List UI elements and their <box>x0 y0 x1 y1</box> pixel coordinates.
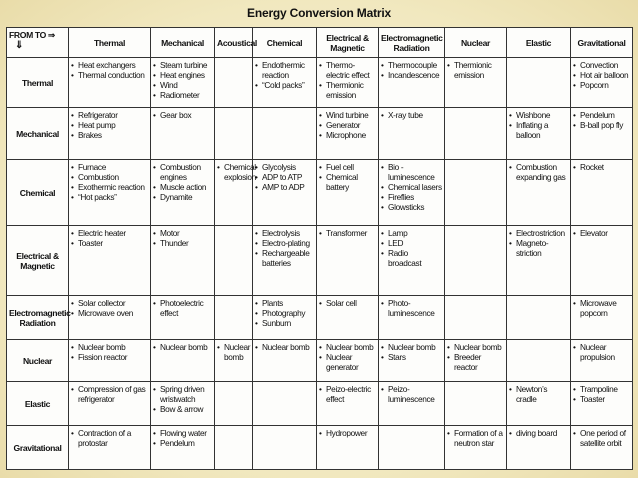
cell-example-list <box>447 428 504 448</box>
matrix-cell <box>571 340 633 382</box>
list-item: • Thermocouple <box>381 60 442 70</box>
row-header: Electromagnetic Radiation <box>7 296 69 340</box>
list-item: • Formation of a neutron star <box>447 428 504 448</box>
matrix-cell <box>253 382 317 426</box>
matrix-cell <box>69 226 151 296</box>
row-header: Gravitational <box>7 426 69 470</box>
cell-example-list <box>255 60 314 90</box>
list-item: • diving board <box>509 428 568 438</box>
matrix-cell <box>151 426 215 470</box>
list-item: • Photoelectric effect <box>153 298 212 318</box>
matrix-cell <box>379 108 445 160</box>
cell-example-list <box>217 162 256 182</box>
list-item: • Thermo-electric effect <box>319 60 376 80</box>
list-item: • Photo-luminescence <box>381 298 442 318</box>
matrix-cell <box>69 382 151 426</box>
column-header-acoustical: Acoustical <box>215 28 253 58</box>
column-header-mechanical: Mechanical <box>151 28 215 58</box>
list-item: • Refrigerator <box>71 110 148 120</box>
column-header-chemical: Chemical <box>253 28 317 58</box>
matrix-cell <box>215 226 253 296</box>
list-item: • Toaster <box>71 238 148 248</box>
list-item: • Brakes <box>71 130 148 140</box>
matrix-cell <box>507 426 571 470</box>
list-item: • Chemical lasers <box>381 182 442 192</box>
list-item: • Nuclear bomb <box>381 342 442 352</box>
row-header: Chemical <box>7 160 69 226</box>
list-item: • Electro-plating <box>255 238 314 248</box>
list-item: • Nuclear bomb <box>255 342 314 352</box>
list-item: • Plants <box>255 298 314 308</box>
cell-example-list <box>573 162 630 172</box>
matrix-cell <box>571 58 633 108</box>
cell-example-list <box>573 60 630 90</box>
matrix-cell <box>507 58 571 108</box>
from-to-label: FROM TO ⇒ <box>9 30 55 40</box>
list-item: • Combustion engines <box>153 162 212 182</box>
cell-example-list <box>153 162 212 202</box>
matrix-cell <box>379 160 445 226</box>
matrix-cell <box>151 296 215 340</box>
matrix-cell <box>507 340 571 382</box>
down-arrow-icon: ⇓ <box>15 40 24 51</box>
row-header: Thermal <box>7 58 69 108</box>
list-item: • Nuclear bomb <box>217 342 250 362</box>
matrix-cell <box>507 108 571 160</box>
table-row <box>7 58 633 108</box>
list-item: • Transformer <box>319 228 376 238</box>
list-item: • Hydropower <box>319 428 376 438</box>
matrix-cell <box>445 160 507 226</box>
matrix-cell <box>69 426 151 470</box>
list-item: • Generator <box>319 120 376 130</box>
matrix-cell <box>445 58 507 108</box>
matrix-cell <box>571 296 633 340</box>
cell-example-list <box>381 162 442 212</box>
table-row <box>7 160 633 226</box>
row-header: Nuclear <box>7 340 69 382</box>
matrix-cell <box>151 108 215 160</box>
list-item: • Toaster <box>573 394 630 404</box>
matrix-cell <box>379 296 445 340</box>
list-item: • Contraction of a protostar <box>71 428 148 448</box>
matrix-cell <box>507 160 571 226</box>
list-item: • LED <box>381 238 442 248</box>
matrix-cell <box>215 296 253 340</box>
list-item: • Electrolysis <box>255 228 314 238</box>
matrix-body <box>7 58 633 470</box>
cell-example-list <box>71 298 148 318</box>
matrix-cell <box>379 382 445 426</box>
list-item: • Rocket <box>573 162 630 172</box>
matrix-cell <box>445 296 507 340</box>
cell-example-list <box>255 342 314 352</box>
list-item: • ADP to ATP <box>255 172 314 182</box>
cell-example-list <box>71 228 148 248</box>
list-item: • Rechargeable batteries <box>255 248 314 268</box>
matrix-cell <box>507 296 571 340</box>
matrix-cell <box>445 426 507 470</box>
cell-example-list <box>319 162 376 192</box>
header-row <box>7 28 633 58</box>
cell-example-list <box>153 60 212 100</box>
list-item: • Lamp <box>381 228 442 238</box>
matrix-cell <box>317 108 379 160</box>
table-row <box>7 382 633 426</box>
list-item: • One period of satellite orbit <box>573 428 630 448</box>
list-item: • Electrostriction <box>509 228 568 238</box>
list-item: • Peizo-luminescence <box>381 384 442 404</box>
list-item: • Combustion <box>71 172 148 182</box>
list-item: • Radio broadcast <box>381 248 442 268</box>
column-header-nuclear: Nuclear <box>445 28 507 58</box>
list-item: • Chemical battery <box>319 172 376 192</box>
list-item: • Nuclear bomb <box>153 342 212 352</box>
matrix-cell <box>215 108 253 160</box>
matrix-cell <box>69 58 151 108</box>
list-item: • Trampoline <box>573 384 630 394</box>
cell-example-list <box>447 342 504 372</box>
list-item: • Gear box <box>153 110 212 120</box>
matrix-cell <box>69 340 151 382</box>
cell-example-list <box>319 228 376 238</box>
list-item: • Glycolysis <box>255 162 314 172</box>
list-item: • Dynamite <box>153 192 212 202</box>
cell-example-list <box>319 298 376 308</box>
list-item: • Microwave popcorn <box>573 298 630 318</box>
cell-example-list <box>71 162 148 202</box>
matrix-cell <box>571 226 633 296</box>
list-item: • Incandescence <box>381 70 442 80</box>
list-item: • Pendelum <box>573 110 630 120</box>
matrix-cell <box>215 426 253 470</box>
matrix-cell <box>317 382 379 426</box>
cell-example-list <box>153 428 212 448</box>
list-item: • Microwave oven <box>71 308 148 318</box>
matrix-cell <box>253 296 317 340</box>
cell-example-list <box>319 428 376 438</box>
cell-example-list <box>71 384 148 404</box>
matrix-cell <box>571 382 633 426</box>
column-header-thermal: Thermal <box>69 28 151 58</box>
list-item: • Inflating a balloon <box>509 120 568 140</box>
cell-example-list <box>217 342 250 362</box>
list-item: • Popcorn <box>573 80 630 90</box>
matrix-cell <box>317 426 379 470</box>
matrix-cell <box>317 340 379 382</box>
table-row <box>7 296 633 340</box>
list-item: • Motor <box>153 228 212 238</box>
list-item: • Bow & arrow <box>153 404 212 414</box>
cell-example-list <box>153 342 212 352</box>
cell-example-list <box>509 162 568 182</box>
list-item: • Thermionic emission <box>319 80 376 100</box>
list-item: • Exothermic reaction <box>71 182 148 192</box>
page-title: Energy Conversion Matrix <box>247 6 391 20</box>
matrix-cell <box>507 226 571 296</box>
list-item: • Combustion expanding gas <box>509 162 568 182</box>
matrix-cell <box>151 160 215 226</box>
list-item: • Thermionic emission <box>447 60 504 80</box>
cell-example-list <box>573 228 630 238</box>
cell-example-list <box>319 60 376 100</box>
matrix-cell <box>379 226 445 296</box>
cell-example-list <box>573 298 630 318</box>
matrix-cell <box>445 108 507 160</box>
cell-example-list <box>71 110 148 140</box>
column-header-electromagnetic-radiation: Electromagnetic Radiation <box>379 28 445 58</box>
cell-example-list <box>573 384 630 404</box>
list-item: • Compression of gas refrigerator <box>71 384 148 404</box>
list-item: • Heat pump <box>71 120 148 130</box>
list-item: • Wind turbine <box>319 110 376 120</box>
cell-example-list <box>71 60 148 80</box>
cell-example-list <box>381 384 442 404</box>
cell-example-list <box>509 428 568 438</box>
matrix-cell <box>215 382 253 426</box>
matrix-cell <box>253 340 317 382</box>
row-header: Electrical & Magnetic <box>7 226 69 296</box>
table-row <box>7 108 633 160</box>
cell-example-list <box>573 342 630 362</box>
list-item: • Muscle action <box>153 182 212 192</box>
list-item: • Bio - luminescence <box>381 162 442 182</box>
cell-example-list <box>447 60 504 80</box>
cell-example-list <box>255 228 314 268</box>
list-item: • Flowing water <box>153 428 212 438</box>
list-item: • Thermal conduction <box>71 70 148 80</box>
matrix-cell <box>317 160 379 226</box>
list-item: • Elevator <box>573 228 630 238</box>
cell-example-list <box>381 342 442 362</box>
list-item: • Radiometer <box>153 90 212 100</box>
list-item: • Newton’s cradle <box>509 384 568 404</box>
matrix-cell <box>215 160 256 226</box>
list-item: • Photography <box>255 308 314 318</box>
cell-example-list <box>153 384 212 414</box>
list-item: • Fission reactor <box>71 352 148 362</box>
row-header: Mechanical <box>7 108 69 160</box>
list-item: • Glowsticks <box>381 202 442 212</box>
list-item: • Heat engines <box>153 70 212 80</box>
list-item: • Magneto-striction <box>509 238 568 258</box>
corner-cell <box>7 28 69 58</box>
matrix-cell <box>253 58 317 108</box>
cell-example-list <box>381 298 442 318</box>
cell-example-list <box>381 60 442 80</box>
list-item: • B-ball pop fly <box>573 120 630 130</box>
matrix-cell <box>253 226 317 296</box>
list-item: • Spring driven wristwatch <box>153 384 212 404</box>
matrix-cell <box>215 340 253 382</box>
matrix-cell <box>379 58 445 108</box>
cell-example-list <box>573 110 630 130</box>
matrix-cell <box>151 226 215 296</box>
matrix-cell <box>507 382 571 426</box>
table-row <box>7 226 633 296</box>
matrix-cell <box>571 108 633 160</box>
matrix-cell <box>253 108 317 160</box>
list-item: • Breeder reactor <box>447 352 504 372</box>
list-item: • Hot air balloon <box>573 70 630 80</box>
matrix-cell <box>69 108 151 160</box>
matrix-cell <box>445 382 507 426</box>
list-item: • Wishbone <box>509 110 568 120</box>
cell-example-list <box>255 298 314 328</box>
matrix-cell <box>445 226 507 296</box>
list-item: • Wind <box>153 80 212 90</box>
column-header-elastic: Elastic <box>507 28 571 58</box>
energy-matrix-table <box>6 27 633 470</box>
list-item: • Nuclear generator <box>319 352 376 372</box>
matrix-cell <box>151 382 215 426</box>
cell-example-list <box>381 110 442 120</box>
list-item: • Nuclear bomb <box>71 342 148 352</box>
list-item: • Steam turbine <box>153 60 212 70</box>
matrix-cell <box>317 226 379 296</box>
cell-example-list <box>71 342 148 362</box>
matrix-cell <box>571 426 633 470</box>
column-header-electrical-magnetic: Electrical & Magnetic <box>317 28 379 58</box>
cell-example-list <box>319 384 376 404</box>
matrix-cell <box>69 160 151 226</box>
cell-example-list <box>509 110 568 140</box>
matrix-cell <box>151 340 215 382</box>
cell-example-list <box>255 162 314 192</box>
list-item: • Fuel cell <box>319 162 376 172</box>
matrix-cell <box>379 340 445 382</box>
cell-example-list <box>509 228 568 258</box>
matrix-cell <box>571 160 633 226</box>
list-item: • Nuclear bomb <box>447 342 504 352</box>
list-item: • Stars <box>381 352 442 362</box>
list-item: • Solar collector <box>71 298 148 308</box>
cell-example-list <box>509 384 568 404</box>
list-item: • Sunburn <box>255 318 314 328</box>
list-item: • AMP to ADP <box>255 182 314 192</box>
matrix-cell <box>317 296 379 340</box>
matrix-cell <box>69 296 151 340</box>
list-item: • Nuclear propulsion <box>573 342 630 362</box>
list-item: • Electric heater <box>71 228 148 238</box>
table-row <box>7 426 633 470</box>
matrix-cell <box>151 58 215 108</box>
list-item: • Convection <box>573 60 630 70</box>
list-item: • Chemical explosion <box>217 162 250 182</box>
column-header-gravitational: Gravitational <box>571 28 633 58</box>
row-header: Elastic <box>7 382 69 426</box>
list-item: • Microphone <box>319 130 376 140</box>
matrix-cell <box>253 426 317 470</box>
cell-example-list <box>573 428 630 448</box>
list-item: • Nuclear bomb <box>319 342 376 352</box>
list-item: • Furnace <box>71 162 148 172</box>
cell-example-list <box>153 298 212 318</box>
cell-example-list <box>319 342 376 372</box>
matrix-cell <box>253 160 317 226</box>
list-item: • Endothermic reaction <box>255 60 314 80</box>
cell-example-list <box>381 228 442 268</box>
matrix-cell <box>379 426 445 470</box>
list-item: • X-ray tube <box>381 110 442 120</box>
list-item: • Solar cell <box>319 298 376 308</box>
matrix-cell <box>215 58 253 108</box>
table-row <box>7 340 633 382</box>
list-item: • “Hot packs” <box>71 192 148 202</box>
cell-example-list <box>319 110 376 140</box>
cell-example-list <box>153 110 212 120</box>
list-item: • Heat exchangers <box>71 60 148 70</box>
list-item: • Fireflies <box>381 192 442 202</box>
list-item: • Pendelum <box>153 438 212 448</box>
cell-example-list <box>71 428 148 448</box>
matrix-cell <box>317 58 379 108</box>
matrix-cell <box>445 340 507 382</box>
list-item: • Peizo-electric effect <box>319 384 376 404</box>
list-item: • “Cold packs” <box>255 80 314 90</box>
list-item: • Thunder <box>153 238 212 248</box>
cell-example-list <box>153 228 212 248</box>
